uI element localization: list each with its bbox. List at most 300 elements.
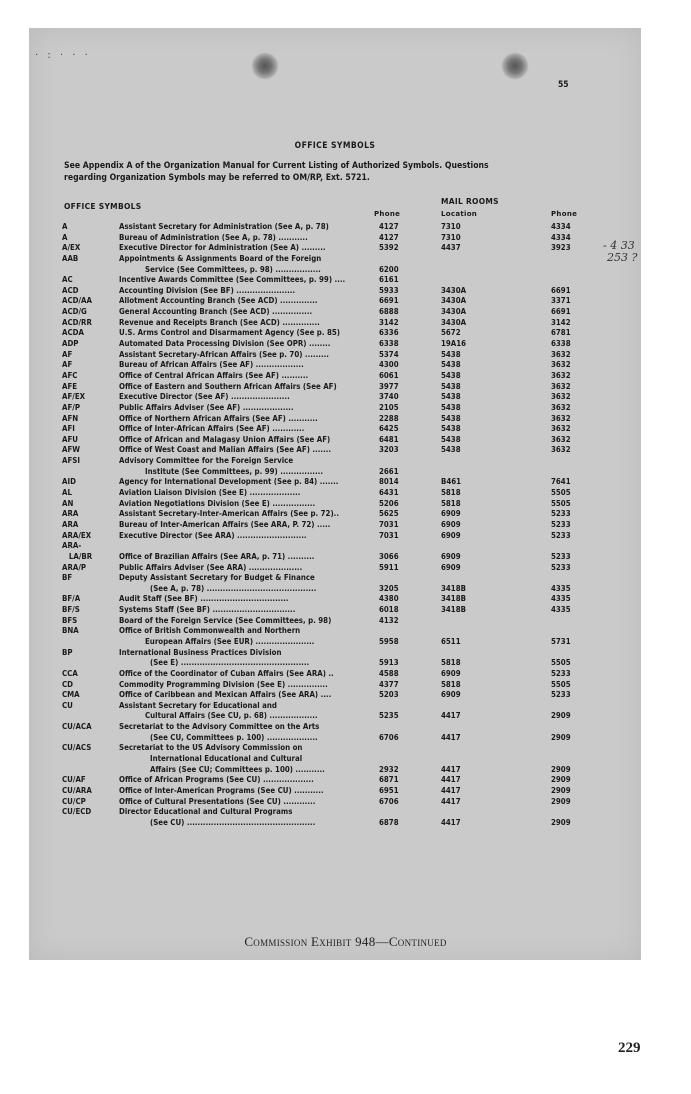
mail-room-phone: 2909 <box>551 710 571 721</box>
office-phone: 6691 <box>379 295 399 306</box>
office-description <box>119 423 384 434</box>
mail-room-location: 6909 <box>441 550 461 561</box>
office-description-text: Institute (See Committees, p. 99) ................ <box>145 465 323 476</box>
office-symbol: CU/CP <box>62 795 86 806</box>
office-description <box>145 264 384 275</box>
office-description-text: Bureau of African Affairs (See AF) .................. <box>119 359 304 370</box>
office-description-text: Cultural Affairs (See CU, p. 68) .................. <box>145 710 318 721</box>
mail-room-phone: 2909 <box>551 784 571 795</box>
office-description <box>119 274 384 285</box>
table-row <box>29 359 641 370</box>
table-row <box>29 625 641 636</box>
mail-room-phone: 5731 <box>551 635 571 646</box>
office-description <box>119 668 384 679</box>
table-row <box>29 370 641 381</box>
office-description-text: Board of the Foreign Service (See Committees, p. 98) <box>119 614 332 625</box>
office-description-text: Deputy Assistant Secretary for Budget & Finance <box>119 572 315 583</box>
table-row <box>29 657 641 668</box>
office-symbol: AFI <box>62 423 75 434</box>
office-description-text: Office of African Programs (See CU) ................... <box>119 774 314 785</box>
office-symbol: ARA/P <box>62 561 87 572</box>
office-phone: 2105 <box>379 401 399 412</box>
office-symbol: AID <box>62 476 76 487</box>
mail-room-location: 5672 <box>441 327 461 338</box>
exhibit-caption: Commission Exhibit 948—Continued <box>244 934 447 949</box>
table-row <box>29 253 641 264</box>
office-description <box>119 530 384 541</box>
table-row <box>29 721 641 732</box>
office-phone: 3066 <box>379 550 399 561</box>
office-symbol: BF/A <box>62 593 81 604</box>
mail-room-phone: 3371 <box>551 295 571 306</box>
office-description-text: Affairs (See CU; Committees p. 100) ........... <box>150 763 325 774</box>
office-phone: 3142 <box>379 316 399 327</box>
office-description-text: Office of Brazilian Affairs (See ARA, p. 71) .......... <box>119 550 315 561</box>
table-row <box>29 817 641 828</box>
office-phone: 6425 <box>379 423 399 434</box>
office-description <box>150 583 384 594</box>
table-row <box>29 700 641 711</box>
office-phone: 6706 <box>379 795 399 806</box>
table-row <box>29 264 641 275</box>
office-description-text: International Educational and Cultural <box>150 753 303 764</box>
office-symbol: ARA/EX <box>62 529 92 540</box>
mail-room-location: 5438 <box>441 380 461 391</box>
office-description <box>119 508 384 519</box>
office-description <box>119 742 384 753</box>
office-description <box>119 455 384 466</box>
office-description <box>119 285 384 296</box>
office-description-text: Public Affairs Adviser (See AF) ................... <box>119 401 294 412</box>
office-symbol: ACD/AA <box>62 295 92 306</box>
mail-room-location: 5438 <box>441 433 461 444</box>
mail-room-phone: 3632 <box>551 380 571 391</box>
office-symbol: BF/S <box>62 604 80 615</box>
handwritten-line: 253 ? <box>607 251 638 264</box>
scanned-page <box>29 28 641 960</box>
mail-room-phone: 2909 <box>551 816 571 827</box>
office-description <box>119 540 384 551</box>
office-phone: 6878 <box>379 816 399 827</box>
office-description-text: Incentive Awards Committee (See Committees, p. 99) .... <box>119 274 346 285</box>
table-row <box>29 498 641 509</box>
table-row <box>29 551 641 562</box>
office-phone: 6338 <box>379 338 399 349</box>
office-description-text: Executive Director for Administration (See A) ......... <box>119 242 326 253</box>
office-description <box>119 306 384 317</box>
office-description-text: Secretariat to the Advisory Committee on the Arts <box>119 721 320 732</box>
mail-room-location: 5438 <box>441 369 461 380</box>
office-description <box>119 381 384 392</box>
header-location: Location <box>441 210 478 218</box>
table-row <box>29 285 641 296</box>
office-symbol: ACD/RR <box>62 316 92 327</box>
table-row <box>29 338 641 349</box>
office-symbol: AF <box>62 348 73 359</box>
office-description-text: Advisory Committee for the Foreign Service <box>119 455 294 466</box>
office-description-text: (See E) ................................................ <box>150 657 310 668</box>
office-phone: 6951 <box>379 784 399 795</box>
office-description-text: Bureau of Administration (See A, p. 78) ........... <box>119 231 308 242</box>
table-row <box>29 742 641 753</box>
mail-room-location: 6909 <box>441 689 461 700</box>
mail-room-location: 6511 <box>441 635 461 646</box>
mail-room-location: 5818 <box>441 497 461 508</box>
table-row <box>29 806 641 817</box>
office-description-text: Commodity Programming Division (See E) ............... <box>119 678 328 689</box>
office-description-text: Office of Inter-American Programs (See CU) ........... <box>119 784 324 795</box>
office-symbol: BF <box>62 572 73 583</box>
mail-room-phone: 3632 <box>551 433 571 444</box>
office-symbol: CU/ACS <box>62 742 92 753</box>
mail-room-location: 5818 <box>441 657 461 668</box>
office-description <box>119 796 384 807</box>
office-description <box>119 700 384 711</box>
table-row <box>29 572 641 583</box>
table-row <box>29 306 641 317</box>
office-symbol: ARA- <box>62 540 82 551</box>
table-row <box>29 444 641 455</box>
office-symbol: AL <box>62 487 72 498</box>
mail-room-location: 7310 <box>441 231 461 242</box>
office-description-text: Office of Inter-African Affairs (See AF) ............ <box>119 423 305 434</box>
office-symbol: AFW <box>62 444 81 455</box>
office-symbol: AC <box>62 274 73 285</box>
office-description <box>145 466 384 477</box>
table-row <box>29 753 641 764</box>
mail-room-phone: 3632 <box>551 423 571 434</box>
office-description <box>119 434 384 445</box>
office-phone: 5235 <box>379 710 399 721</box>
mail-room-phone: 4334 <box>551 231 571 242</box>
table-row <box>29 689 641 700</box>
mail-room-location: B461 <box>441 476 462 487</box>
office-description <box>119 295 384 306</box>
mail-room-location: 5438 <box>441 391 461 402</box>
table-row <box>29 540 641 551</box>
mail-room-phone: 3632 <box>551 412 571 423</box>
mail-room-location: 6909 <box>441 667 461 678</box>
mail-room-location: 5438 <box>441 423 461 434</box>
table-row <box>29 239 641 253</box>
mail-room-phone: 2909 <box>551 774 571 785</box>
header-office-symbols: OFFICE SYMBOLS <box>64 202 142 211</box>
office-symbol: ARA <box>62 518 79 529</box>
office-description-text: Automated Data Processing Division (See OPR) ........ <box>119 338 331 349</box>
office-phone: 5911 <box>379 561 399 572</box>
mail-room-location: 3430A <box>441 295 467 306</box>
office-phone: 8014 <box>379 476 399 487</box>
office-symbol: ADP <box>62 338 79 349</box>
office-phone: 5933 <box>379 284 399 295</box>
table-row <box>29 593 641 604</box>
office-symbol: AFU <box>62 433 78 444</box>
symbol-table <box>29 221 641 828</box>
office-symbol: ARA <box>62 508 79 519</box>
office-description <box>119 604 384 615</box>
office-description <box>150 764 384 775</box>
office-description-text: (See A, p. 78) ......................................... <box>150 582 317 593</box>
mail-room-phone: 3632 <box>551 369 571 380</box>
office-symbol: ACD <box>62 284 79 295</box>
office-description-text: Office of the Coordinator of Cuban Affairs (See ARA) .. <box>119 667 334 678</box>
office-description <box>119 689 384 700</box>
header-mail-rooms: MAIL ROOMS <box>441 197 499 206</box>
mail-room-location: 3430A <box>441 306 467 317</box>
office-phone: 5958 <box>379 635 399 646</box>
office-phone: 4300 <box>379 359 399 370</box>
office-phone: 7031 <box>379 518 399 529</box>
office-description-text: Assistant Secretary-African Affairs (See p. 70) ......... <box>119 348 329 359</box>
table-row <box>29 466 641 477</box>
office-symbol: ACD/G <box>62 306 87 317</box>
mail-room-location: 19A16 <box>441 338 467 349</box>
office-description <box>119 498 384 509</box>
mail-room-phone: 5233 <box>551 518 571 529</box>
office-description-text: European Affairs (See EUR) ...................... <box>145 635 315 646</box>
table-row <box>29 391 641 402</box>
office-symbol: BNA <box>62 625 79 636</box>
office-phone: 5913 <box>379 657 399 668</box>
folio-number: 229 <box>618 1040 641 1056</box>
office-symbol: CU/ACA <box>62 721 92 732</box>
office-symbol: AFSI <box>62 455 80 466</box>
mail-room-location: 3418B <box>441 582 466 593</box>
mail-room-location: 5438 <box>441 444 461 455</box>
office-phone: 5203 <box>379 689 399 700</box>
office-description <box>119 476 384 487</box>
mail-room-location: 4437 <box>441 242 461 253</box>
office-description <box>119 402 384 413</box>
office-description-text: Assistant Secretary for Administration (See A, p. 78) <box>119 221 329 231</box>
table-row <box>29 402 641 413</box>
mail-room-phone: 5233 <box>551 667 571 678</box>
office-description <box>119 338 384 349</box>
office-phone: 6061 <box>379 369 399 380</box>
office-description <box>119 551 384 562</box>
office-symbol: BP <box>62 646 73 657</box>
mail-room-phone: 3632 <box>551 401 571 412</box>
mail-room-location: 4417 <box>441 710 461 721</box>
mail-room-phone: 4335 <box>551 604 571 615</box>
office-description <box>119 487 384 498</box>
office-phone: 2932 <box>379 763 399 774</box>
page-number: 55 <box>557 80 569 90</box>
office-description-text: Office of Central African Affairs (See AF) .......... <box>119 369 309 380</box>
mail-room-phone: 3632 <box>551 359 571 370</box>
office-description-text: Office of West Coast and Malian Affairs (See AF) ....... <box>119 444 332 455</box>
office-description-text: Office of Northern African Affairs (See AF) ........... <box>119 412 318 423</box>
mail-room-phone: 6338 <box>551 338 571 349</box>
table-row <box>29 562 641 573</box>
mail-room-phone: 3142 <box>551 316 571 327</box>
handwritten-line: - 4 33 <box>603 239 635 252</box>
office-description <box>150 657 384 668</box>
office-symbol: LA/BR <box>68 550 93 561</box>
table-row <box>29 381 641 392</box>
mail-room-phone: 2909 <box>551 795 571 806</box>
mail-room-phone: 3632 <box>551 444 571 455</box>
table-row <box>29 232 641 243</box>
office-phone: 4132 <box>379 614 399 625</box>
mail-room-location: 4417 <box>441 816 461 827</box>
office-description-text: Director Educational and Cultural Programs <box>119 806 293 817</box>
office-description <box>119 572 384 583</box>
office-description <box>119 444 384 455</box>
table-row <box>29 487 641 498</box>
mail-room-location: 4417 <box>441 784 461 795</box>
mail-room-phone: 3632 <box>551 348 571 359</box>
table-row <box>29 413 641 424</box>
office-description-text: Aviation Negotiations Division (See E) ................ <box>119 497 316 508</box>
mail-room-location: 5438 <box>441 401 461 412</box>
mail-room-phone: 2909 <box>551 763 571 774</box>
office-description-text: Office of Eastern and Southern African Affairs (See AF) <box>119 380 337 391</box>
mail-room-location: 4417 <box>441 763 461 774</box>
mail-room-phone: 6691 <box>551 284 571 295</box>
table-row <box>29 668 641 679</box>
office-phone: 6161 <box>379 274 399 285</box>
office-phone: 3205 <box>379 582 399 593</box>
mail-room-location: 3430A <box>441 284 467 295</box>
mail-room-location: 5818 <box>441 678 461 689</box>
mail-room-location: 4417 <box>441 795 461 806</box>
office-phone: 5392 <box>379 242 399 253</box>
punch-hole-left <box>251 52 279 80</box>
page-title: OFFICE SYMBOLS <box>294 141 376 151</box>
office-phone: 4588 <box>379 667 399 678</box>
office-description-text: (See CU) ................................................ <box>150 816 316 827</box>
mail-room-location: 5438 <box>441 348 461 359</box>
table-row <box>29 455 641 466</box>
table-row <box>29 636 641 647</box>
office-description <box>150 753 384 764</box>
mail-room-phone: 5233 <box>551 561 571 572</box>
office-symbol: AFN <box>62 412 79 423</box>
office-description <box>119 593 384 604</box>
office-phone: 6336 <box>379 327 399 338</box>
office-symbol: AF/P <box>62 401 80 412</box>
header-phone: Phone <box>374 210 401 218</box>
office-description-text: Agency for International Development (See p. 84) ....... <box>119 476 339 487</box>
office-symbol: A <box>62 231 68 242</box>
table-row <box>29 295 641 306</box>
office-description <box>119 317 384 328</box>
mail-room-phone: 6781 <box>551 327 571 338</box>
punch-hole-right <box>501 52 529 80</box>
office-phone: 3740 <box>379 391 399 402</box>
office-phone: 6871 <box>379 774 399 785</box>
office-phone: 5206 <box>379 497 399 508</box>
mail-room-phone: 5505 <box>551 678 571 689</box>
office-description <box>119 562 384 573</box>
office-symbol: AAB <box>62 252 79 263</box>
office-phone: 7031 <box>379 529 399 540</box>
office-symbol: A/EX <box>62 242 81 253</box>
office-description-text: Office of Cultural Presentations (See CU) ............ <box>119 795 316 806</box>
mail-room-location: 6909 <box>441 561 461 572</box>
office-symbol: CMA <box>62 689 80 700</box>
office-phone: 2288 <box>379 412 399 423</box>
mail-room-location: 7310 <box>441 221 461 231</box>
office-phone: 4380 <box>379 593 399 604</box>
office-description <box>119 413 384 424</box>
office-phone: 4127 <box>379 221 399 231</box>
office-phone: 6888 <box>379 306 399 317</box>
office-description <box>119 232 384 243</box>
table-row <box>29 647 641 658</box>
mail-room-phone: 5233 <box>551 689 571 700</box>
office-description <box>119 221 384 232</box>
office-description <box>150 732 384 743</box>
table-row <box>29 604 641 615</box>
office-description-text: Appointments & Assignments Board of the Foreign <box>119 252 322 263</box>
office-symbol: AF/EX <box>62 391 86 402</box>
table-row <box>29 349 641 360</box>
office-phone: 6200 <box>379 263 399 274</box>
office-description-text: Assistant Secretary for Educational and <box>119 699 277 710</box>
table-row <box>29 710 641 721</box>
office-symbol: AFE <box>62 380 78 391</box>
mail-room-phone: 5233 <box>551 550 571 561</box>
header-mail-phone: Phone <box>551 210 578 218</box>
office-description <box>119 253 384 264</box>
office-symbol: CU/ARA <box>62 784 92 795</box>
office-description-text: Bureau of Inter-American Affairs (See ARA, P. 72) ..... <box>119 518 331 529</box>
office-phone: 6431 <box>379 487 399 498</box>
mail-room-phone: 5505 <box>551 487 571 498</box>
office-description-text: Secretariat to the US Advisory Commission on <box>119 742 303 753</box>
mail-room-location: 6909 <box>441 518 461 529</box>
office-phone: 6018 <box>379 604 399 615</box>
office-symbol: A <box>62 221 68 231</box>
office-description-text: International Business Practices Division <box>119 646 282 657</box>
mail-room-phone: 2909 <box>551 731 571 742</box>
table-row <box>29 519 641 530</box>
office-description-text: General Accounting Branch (See ACD) ............... <box>119 306 313 317</box>
table-row <box>29 221 641 232</box>
table-row <box>29 774 641 785</box>
mail-room-location: 4417 <box>441 731 461 742</box>
office-phone: 5374 <box>379 348 399 359</box>
office-description <box>119 519 384 530</box>
mail-room-phone: 6691 <box>551 306 571 317</box>
table-row <box>29 732 641 743</box>
office-description-text: Aviation Liaison Division (See E) ................... <box>119 487 301 498</box>
mail-room-location: 3430A <box>441 316 467 327</box>
office-description <box>145 710 384 721</box>
office-description <box>119 242 384 253</box>
mail-room-location: 5818 <box>441 487 461 498</box>
office-phone: 6481 <box>379 433 399 444</box>
table-row <box>29 434 641 445</box>
mail-room-phone: 7641 <box>551 476 571 487</box>
office-phone: 6706 <box>379 731 399 742</box>
mail-room-phone: 5233 <box>551 529 571 540</box>
office-description-text: Allotment Accounting Branch (See ACD) .............. <box>119 295 318 306</box>
office-description-text: Public Affairs Adviser (See ARA) .................... <box>119 561 303 572</box>
office-description-text: Revenue and Receipts Branch (See ACD) .............. <box>119 316 320 327</box>
table-row <box>29 583 641 594</box>
office-description-text: Executive Director (See ARA) .......................... <box>119 529 307 540</box>
office-symbol: CU/AF <box>62 774 86 785</box>
mail-room-phone: 3632 <box>551 391 571 402</box>
office-phone: 5625 <box>379 508 399 519</box>
office-phone: 3203 <box>379 444 399 455</box>
office-description-text: U.S. Arms Control and Disarmament Agency (See p. 85) <box>119 327 340 338</box>
office-description <box>119 327 384 338</box>
office-description-text: Accounting Division (See BF) ...................... <box>119 284 296 295</box>
